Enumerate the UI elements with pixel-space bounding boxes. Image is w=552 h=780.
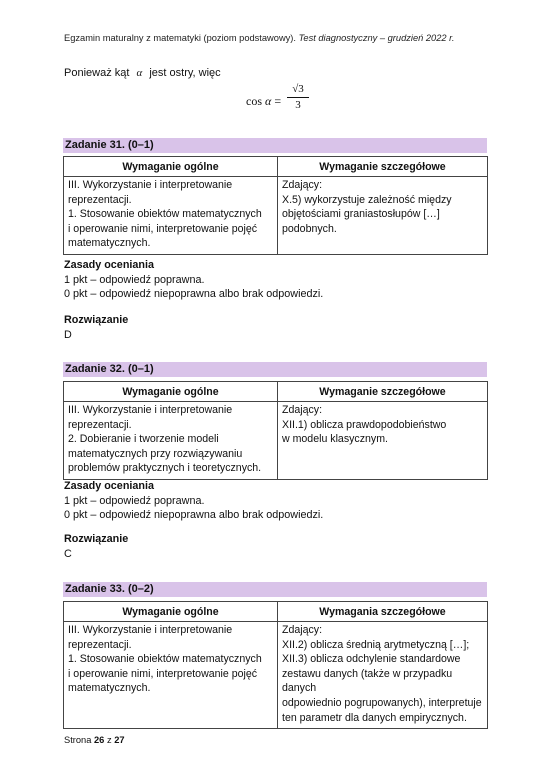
task-33-requirements-table (63, 601, 488, 729)
formula-equals: = (274, 94, 282, 108)
page-footer (64, 735, 125, 745)
scoring-line: 0 pkt – odpowiedź niepoprawna albo brak odpowiedzi. (64, 288, 324, 300)
page-header (64, 33, 454, 43)
fraction-denominator: 3 (295, 99, 301, 111)
specific-requirement-cell: Zdający: XII.1) oblicza prawdopodobieństwo w modelu klasycznym. (278, 402, 488, 480)
intro-line (64, 67, 221, 79)
solution-answer: D (64, 328, 72, 341)
formula-lhs (246, 94, 281, 109)
footer-prefix: Strona (64, 735, 92, 745)
scoring-heading: Zasady oceniania (64, 480, 155, 492)
col-specific-header: Wymagania szczegółowe (278, 602, 488, 622)
task-32-solution (64, 532, 128, 561)
alpha-symbol: α (136, 67, 143, 79)
header-plain: Egzamin maturalny z matematyki (poziom podstawowy). (64, 33, 299, 43)
task-31-title: Zadanie 31. (0–1) (63, 138, 487, 153)
header-italic: Test diagnostyczny – grudzień 2022 r. (298, 33, 455, 43)
task-31-solution (64, 313, 128, 342)
col-general-header: Wymaganie ogólne (64, 157, 278, 177)
specific-requirement-cell: Zdający: X.5) wykorzystuje zależność między objętościami graniastosłupów […] podobnych. (278, 177, 488, 255)
task-31-scoring (64, 258, 323, 302)
col-general-header: Wymaganie ogólne (64, 382, 278, 402)
general-requirement-cell: III. Wykorzystanie i interpretowanie reprezentacji. 2. Dobieranie i tworzenie modeli matematycznych przy rozwiązywaniu problemów praktycznych i teoretycznych. (64, 402, 278, 480)
cos-label: cos (246, 94, 262, 108)
general-requirement-cell: III. Wykorzystanie i interpretowanie reprezentacji. 1. Stosowanie obiektów matematycznych i operowanie nimi, interpretowanie pojęć matematycznych. (64, 177, 278, 255)
solution-heading: Rozwiązanie (64, 314, 129, 326)
col-specific-header: Wymaganie szczegółowe (278, 382, 488, 402)
task-31-requirements-table (63, 156, 488, 255)
col-specific-header: Wymaganie szczegółowe (278, 157, 488, 177)
solution-heading: Rozwiązanie (64, 533, 129, 545)
col-general-header: Wymaganie ogólne (64, 602, 278, 622)
scoring-line: 1 pkt – odpowiedź poprawna. (64, 273, 205, 286)
task-32-title: Zadanie 32. (0–1) (63, 362, 487, 377)
solution-answer: C (64, 547, 72, 560)
footer-of: z (106, 735, 112, 745)
task-32-requirements-table (63, 381, 488, 480)
fraction-bar (287, 97, 309, 98)
fraction-numerator: √3 (292, 83, 304, 95)
intro-text-end: jest ostry, więc (149, 67, 221, 79)
page-number: 26 (94, 735, 105, 745)
scoring-line: 1 pkt – odpowiedź poprawna. (64, 494, 205, 507)
task-32-scoring (64, 479, 323, 523)
task-33-title: Zadanie 33. (0–2) (63, 582, 487, 597)
scoring-line: 0 pkt – odpowiedź niepoprawna albo brak odpowiedzi. (64, 509, 324, 521)
general-requirement-cell: III. Wykorzystanie i interpretowanie reprezentacji. 1. Stosowanie obiektów matematycznych i operowanie nimi, interpretowanie pojęć matematycznych. (64, 622, 278, 729)
scoring-heading: Zasady oceniania (64, 259, 155, 271)
fraction (287, 82, 309, 112)
page-total: 27 (114, 735, 125, 745)
specific-requirement-cell: Zdający: XII.2) oblicza średnią arytmetyczną […]; XII.3) oblicza odchylenie standardowe zestawu danych (także w przypadku danych odpowiednio pogrupowanych), interpretuje ten parametr dla danych empirycznych. (278, 622, 488, 729)
intro-text: Ponieważ kąt (64, 67, 130, 79)
formula-var: α (265, 94, 272, 108)
